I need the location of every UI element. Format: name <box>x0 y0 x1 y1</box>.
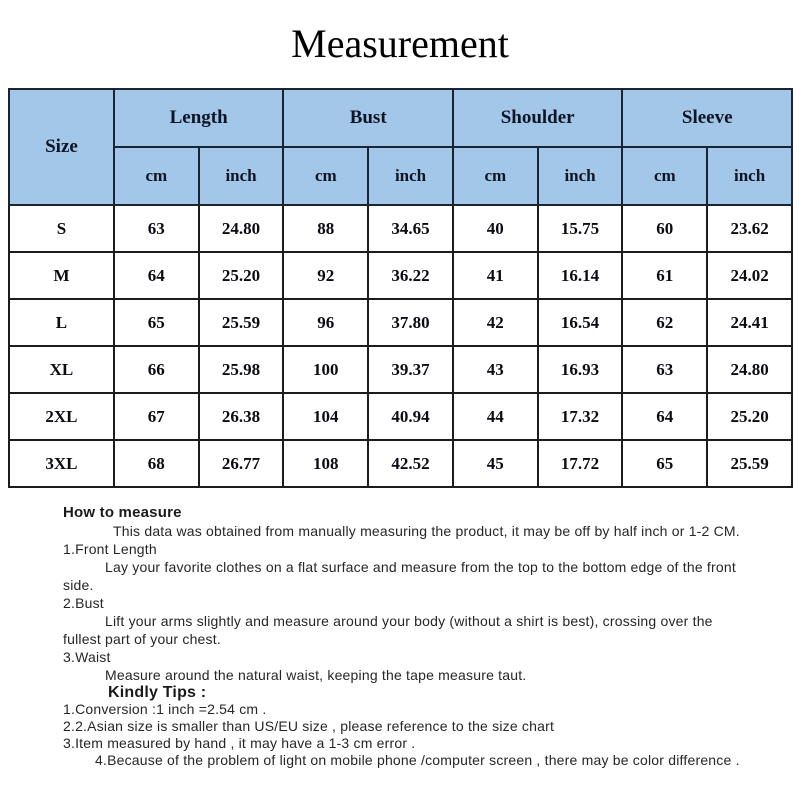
unit-cm: cm <box>622 147 707 205</box>
header-length: Length <box>114 89 284 147</box>
value-cell: 25.20 <box>707 393 792 440</box>
value-cell: 25.59 <box>199 299 284 346</box>
unit-cm: cm <box>114 147 199 205</box>
value-cell: 43 <box>453 346 538 393</box>
value-cell: 16.93 <box>538 346 623 393</box>
step-text: Lift your arms slightly and measure around your body (without a shirt is best), crossing over the fullest part of your chest. <box>63 613 713 647</box>
value-cell: 42 <box>453 299 538 346</box>
value-cell: 24.02 <box>707 252 792 299</box>
value-cell: 26.77 <box>199 440 284 487</box>
table-unit-row <box>9 147 792 205</box>
value-cell: 41 <box>453 252 538 299</box>
tip-item: 3.Item measured by hand , it may have a 1-3 cm error . <box>63 735 416 751</box>
tip-item: 2.2.Asian size is smaller than US/EU size , please reference to the size chart <box>63 718 555 734</box>
value-cell: 64 <box>622 393 707 440</box>
value-cell: 16.14 <box>538 252 623 299</box>
value-cell: 63 <box>622 346 707 393</box>
step-label: 3.Waist <box>63 649 111 665</box>
value-cell: 104 <box>283 393 368 440</box>
value-cell: 37.80 <box>368 299 453 346</box>
unit-cm: cm <box>283 147 368 205</box>
value-cell: 67 <box>114 393 199 440</box>
value-cell: 65 <box>114 299 199 346</box>
tip-item: 1.Conversion :1 inch =2.54 cm . <box>63 701 267 717</box>
value-cell: 17.72 <box>538 440 623 487</box>
kindly-tips-section <box>63 684 753 769</box>
table-row <box>9 205 792 252</box>
unit-cm: cm <box>453 147 538 205</box>
size-cell: M <box>9 252 114 299</box>
value-cell: 63 <box>114 205 199 252</box>
table-header-row <box>9 89 792 147</box>
table-row <box>9 299 792 346</box>
value-cell: 39.37 <box>368 346 453 393</box>
unit-inch: inch <box>199 147 284 205</box>
value-cell: 108 <box>283 440 368 487</box>
size-cell: 2XL <box>9 393 114 440</box>
table-row <box>9 252 792 299</box>
value-cell: 60 <box>622 205 707 252</box>
value-cell: 24.80 <box>199 205 284 252</box>
value-cell: 44 <box>453 393 538 440</box>
value-cell: 40.94 <box>368 393 453 440</box>
table-row <box>9 440 792 487</box>
value-cell: 25.20 <box>199 252 284 299</box>
value-cell: 15.75 <box>538 205 623 252</box>
header-size: Size <box>9 89 114 205</box>
step-label: 2.Bust <box>63 595 104 611</box>
how-to-measure-intro: This data was obtained from manually measuring the product, it may be off by half inch or 1-2 CM. <box>113 523 740 539</box>
value-cell: 40 <box>453 205 538 252</box>
table-row <box>9 346 792 393</box>
step-text: Measure around the natural waist, keeping the tape measure taut. <box>105 667 527 683</box>
value-cell: 62 <box>622 299 707 346</box>
size-chart-table <box>8 88 793 488</box>
value-cell: 26.38 <box>199 393 284 440</box>
value-cell: 92 <box>283 252 368 299</box>
value-cell: 100 <box>283 346 368 393</box>
how-to-measure-heading: How to measure <box>63 504 182 521</box>
value-cell: 61 <box>622 252 707 299</box>
value-cell: 36.22 <box>368 252 453 299</box>
value-cell: 64 <box>114 252 199 299</box>
header-bust: Bust <box>283 89 453 147</box>
step-text: Lay your favorite clothes on a flat surface and measure from the top to the bottom edge of the front side. <box>63 559 736 593</box>
unit-inch: inch <box>707 147 792 205</box>
value-cell: 25.59 <box>707 440 792 487</box>
step-label: 1.Front Length <box>63 541 157 557</box>
value-cell: 34.65 <box>368 205 453 252</box>
value-cell: 66 <box>114 346 199 393</box>
value-cell: 24.41 <box>707 299 792 346</box>
value-cell: 96 <box>283 299 368 346</box>
value-cell: 17.32 <box>538 393 623 440</box>
size-cell: S <box>9 205 114 252</box>
value-cell: 88 <box>283 205 368 252</box>
value-cell: 25.98 <box>199 346 284 393</box>
value-cell: 42.52 <box>368 440 453 487</box>
how-to-measure-section <box>63 504 753 769</box>
value-cell: 45 <box>453 440 538 487</box>
value-cell: 24.80 <box>707 346 792 393</box>
size-cell: 3XL <box>9 440 114 487</box>
unit-inch: inch <box>538 147 623 205</box>
tip-item: 4.Because of the problem of light on mobile phone /computer screen , there may be color difference . <box>95 752 740 768</box>
size-cell: L <box>9 299 114 346</box>
unit-inch: inch <box>368 147 453 205</box>
page-title: Measurement <box>291 21 509 66</box>
value-cell: 65 <box>622 440 707 487</box>
kindly-tips-heading: Kindly Tips : <box>108 684 207 701</box>
value-cell: 16.54 <box>538 299 623 346</box>
size-cell: XL <box>9 346 114 393</box>
value-cell: 68 <box>114 440 199 487</box>
table-row <box>9 393 792 440</box>
value-cell: 23.62 <box>707 205 792 252</box>
header-sleeve: Sleeve <box>622 89 792 147</box>
header-shoulder: Shoulder <box>453 89 623 147</box>
